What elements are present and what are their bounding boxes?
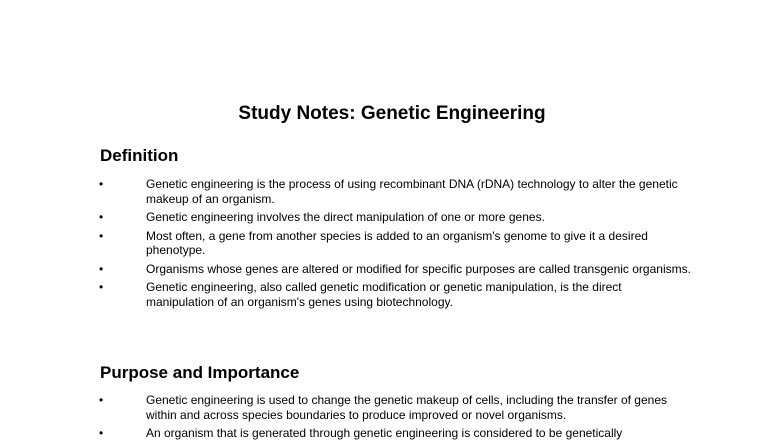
bullet-icon: • — [99, 280, 104, 294]
section-heading-definition: Definition — [100, 146, 179, 165]
list-item — [0, 393, 784, 422]
purpose-list — [0, 393, 784, 441]
bullet-text: Organisms whose genes are altered or modified for specific purposes are called transgenic organisms. — [146, 261, 691, 276]
bullet-text: Most often, a gene from another species is added to an organism's genome to give it a desired phenotype. — [146, 228, 648, 257]
list-item — [0, 280, 784, 309]
bullet-icon: • — [99, 177, 104, 191]
bullet-icon: • — [99, 393, 104, 407]
bullet-text: Genetic engineering involves the direct manipulation of one or more genes. — [146, 210, 545, 224]
list-item — [0, 426, 784, 441]
bullet-icon: • — [99, 426, 104, 440]
bullet-icon: • — [99, 261, 104, 276]
bullet-text: An organism that is generated through genetic engineering is considered to be genetically — [146, 426, 623, 440]
bullet-text: Genetic engineering, also called genetic modification or genetic manipulation, is the direct manipulation of an organism's genes using biotechnology. — [146, 280, 622, 309]
list-item — [0, 177, 784, 206]
bullet-text: Genetic engineering is the process of using recombinant DNA (rDNA) technology to alter the genetic makeup of an organism. — [146, 177, 678, 206]
list-item — [0, 210, 784, 225]
definition-list — [0, 177, 784, 313]
list-item — [0, 262, 784, 277]
list-item — [0, 229, 784, 258]
bullet-icon: • — [99, 228, 104, 243]
bullet-icon: • — [99, 210, 104, 224]
document-title: Study Notes: Genetic Engineering — [238, 103, 546, 124]
section-heading-purpose: Purpose and Importance — [100, 363, 300, 382]
bullet-text: Genetic engineering is used to change the genetic makeup of cells, including the transfer of genes within and across species boundaries to produce improved or novel organisms. — [146, 393, 667, 422]
